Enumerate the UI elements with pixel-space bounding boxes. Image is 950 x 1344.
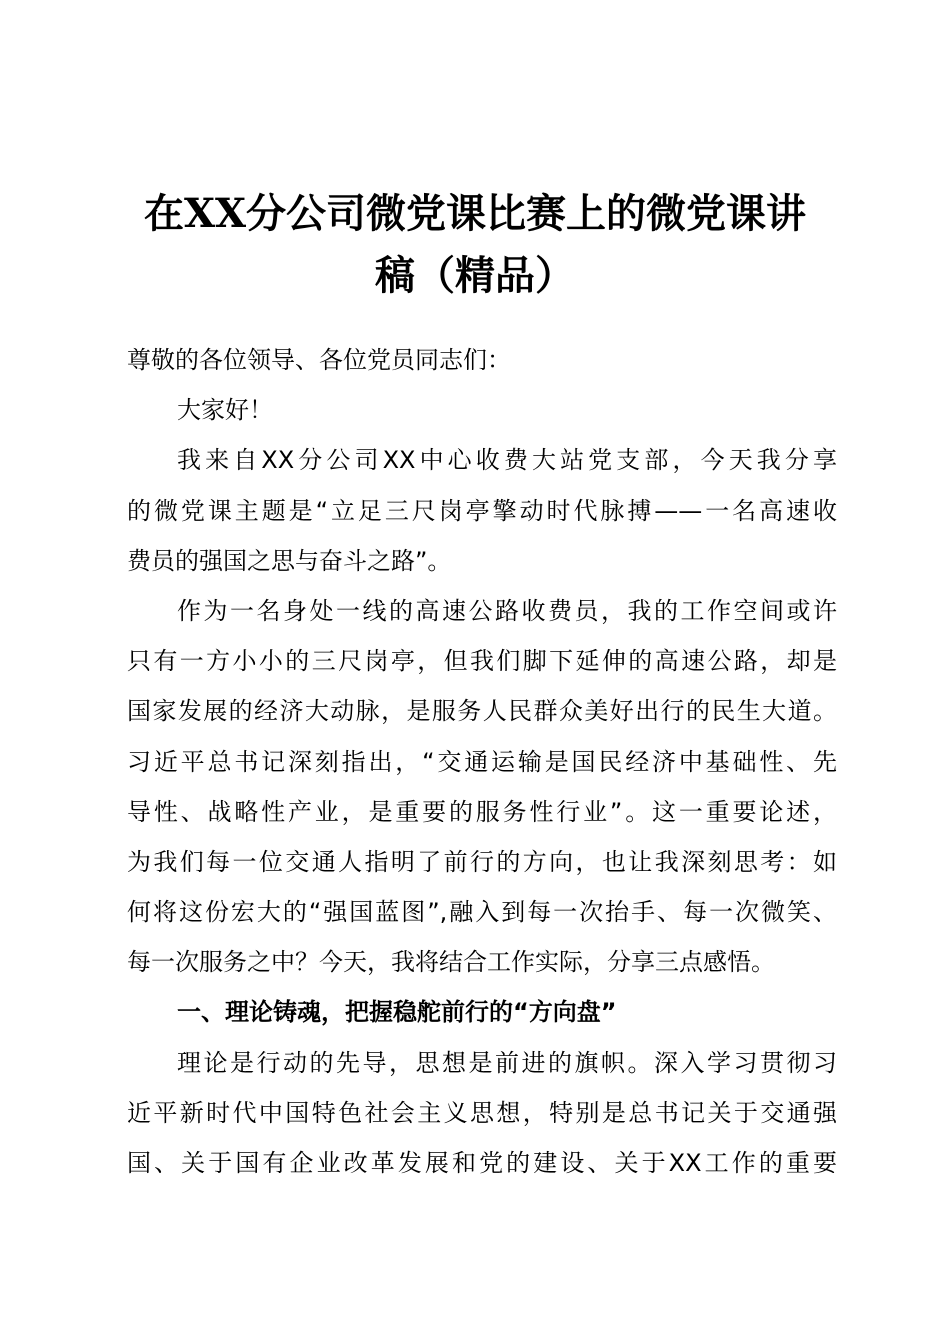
paragraph-line: 理论是行动的先导，思想是前进的旗帜。深入学习贯彻习: [177, 1048, 837, 1077]
title-line-1: 在XX分公司微党课比赛上的微党课讲: [143, 190, 807, 237]
paragraph-line: 国家发展的经济大动脉，是服务人民群众美好出行的民生大道。: [127, 697, 837, 726]
title-line-2: 稿（精品）: [375, 252, 575, 299]
document-body: [127, 335, 837, 1188]
paragraph-line: 尊敬的各位领导、各位党员同志们：: [127, 346, 511, 374]
paragraph-line: 导性、战略性产业，是重要的服务性行业”。这一重要论述，: [127, 797, 837, 826]
paragraph-line: 的微党课主题是“立足三尺岗亭擎动时代脉搏——一名高速收: [127, 496, 837, 525]
paragraph-line: 国、关于国有企业改革发展和党的建设、关于XX工作的重要: [127, 1149, 837, 1177]
paragraph-line: 作为一名身处一线的高速公路收费员，我的工作空间或许: [177, 596, 837, 625]
paragraph-line: 为我们每一位交通人指明了前行的方向，也让我深刻思考：如: [127, 847, 837, 876]
paragraph-line: 大家好！: [177, 396, 273, 425]
section-heading: 一、理论铸魂，把握稳舵前行的“方向盘”: [177, 998, 617, 1027]
paragraph-line: 每一次服务之中？今天，我将结合工作实际，分享三点感悟。: [127, 948, 775, 977]
paragraph-line: 我来自XX分公司XX中心收费大站党支部，今天我分享: [177, 446, 837, 475]
document-title: [110, 183, 840, 307]
paragraph-line: 只有一方小小的三尺岗亭，但我们脚下延伸的高速公路，却是: [127, 647, 837, 676]
paragraph-line: 近平新时代中国特色社会主义思想，特别是总书记关于交通强: [127, 1098, 837, 1127]
paragraph-line: 费员的强国之思与奋斗之路”。: [127, 546, 452, 575]
paragraph-line: 习近平总书记深刻指出，“交通运输是国民经济中基础性、先: [127, 747, 837, 776]
paragraph-line: 何将这份宏大的“强国蓝图”,融入到每一次抬手、每一次微笑、: [127, 898, 837, 927]
